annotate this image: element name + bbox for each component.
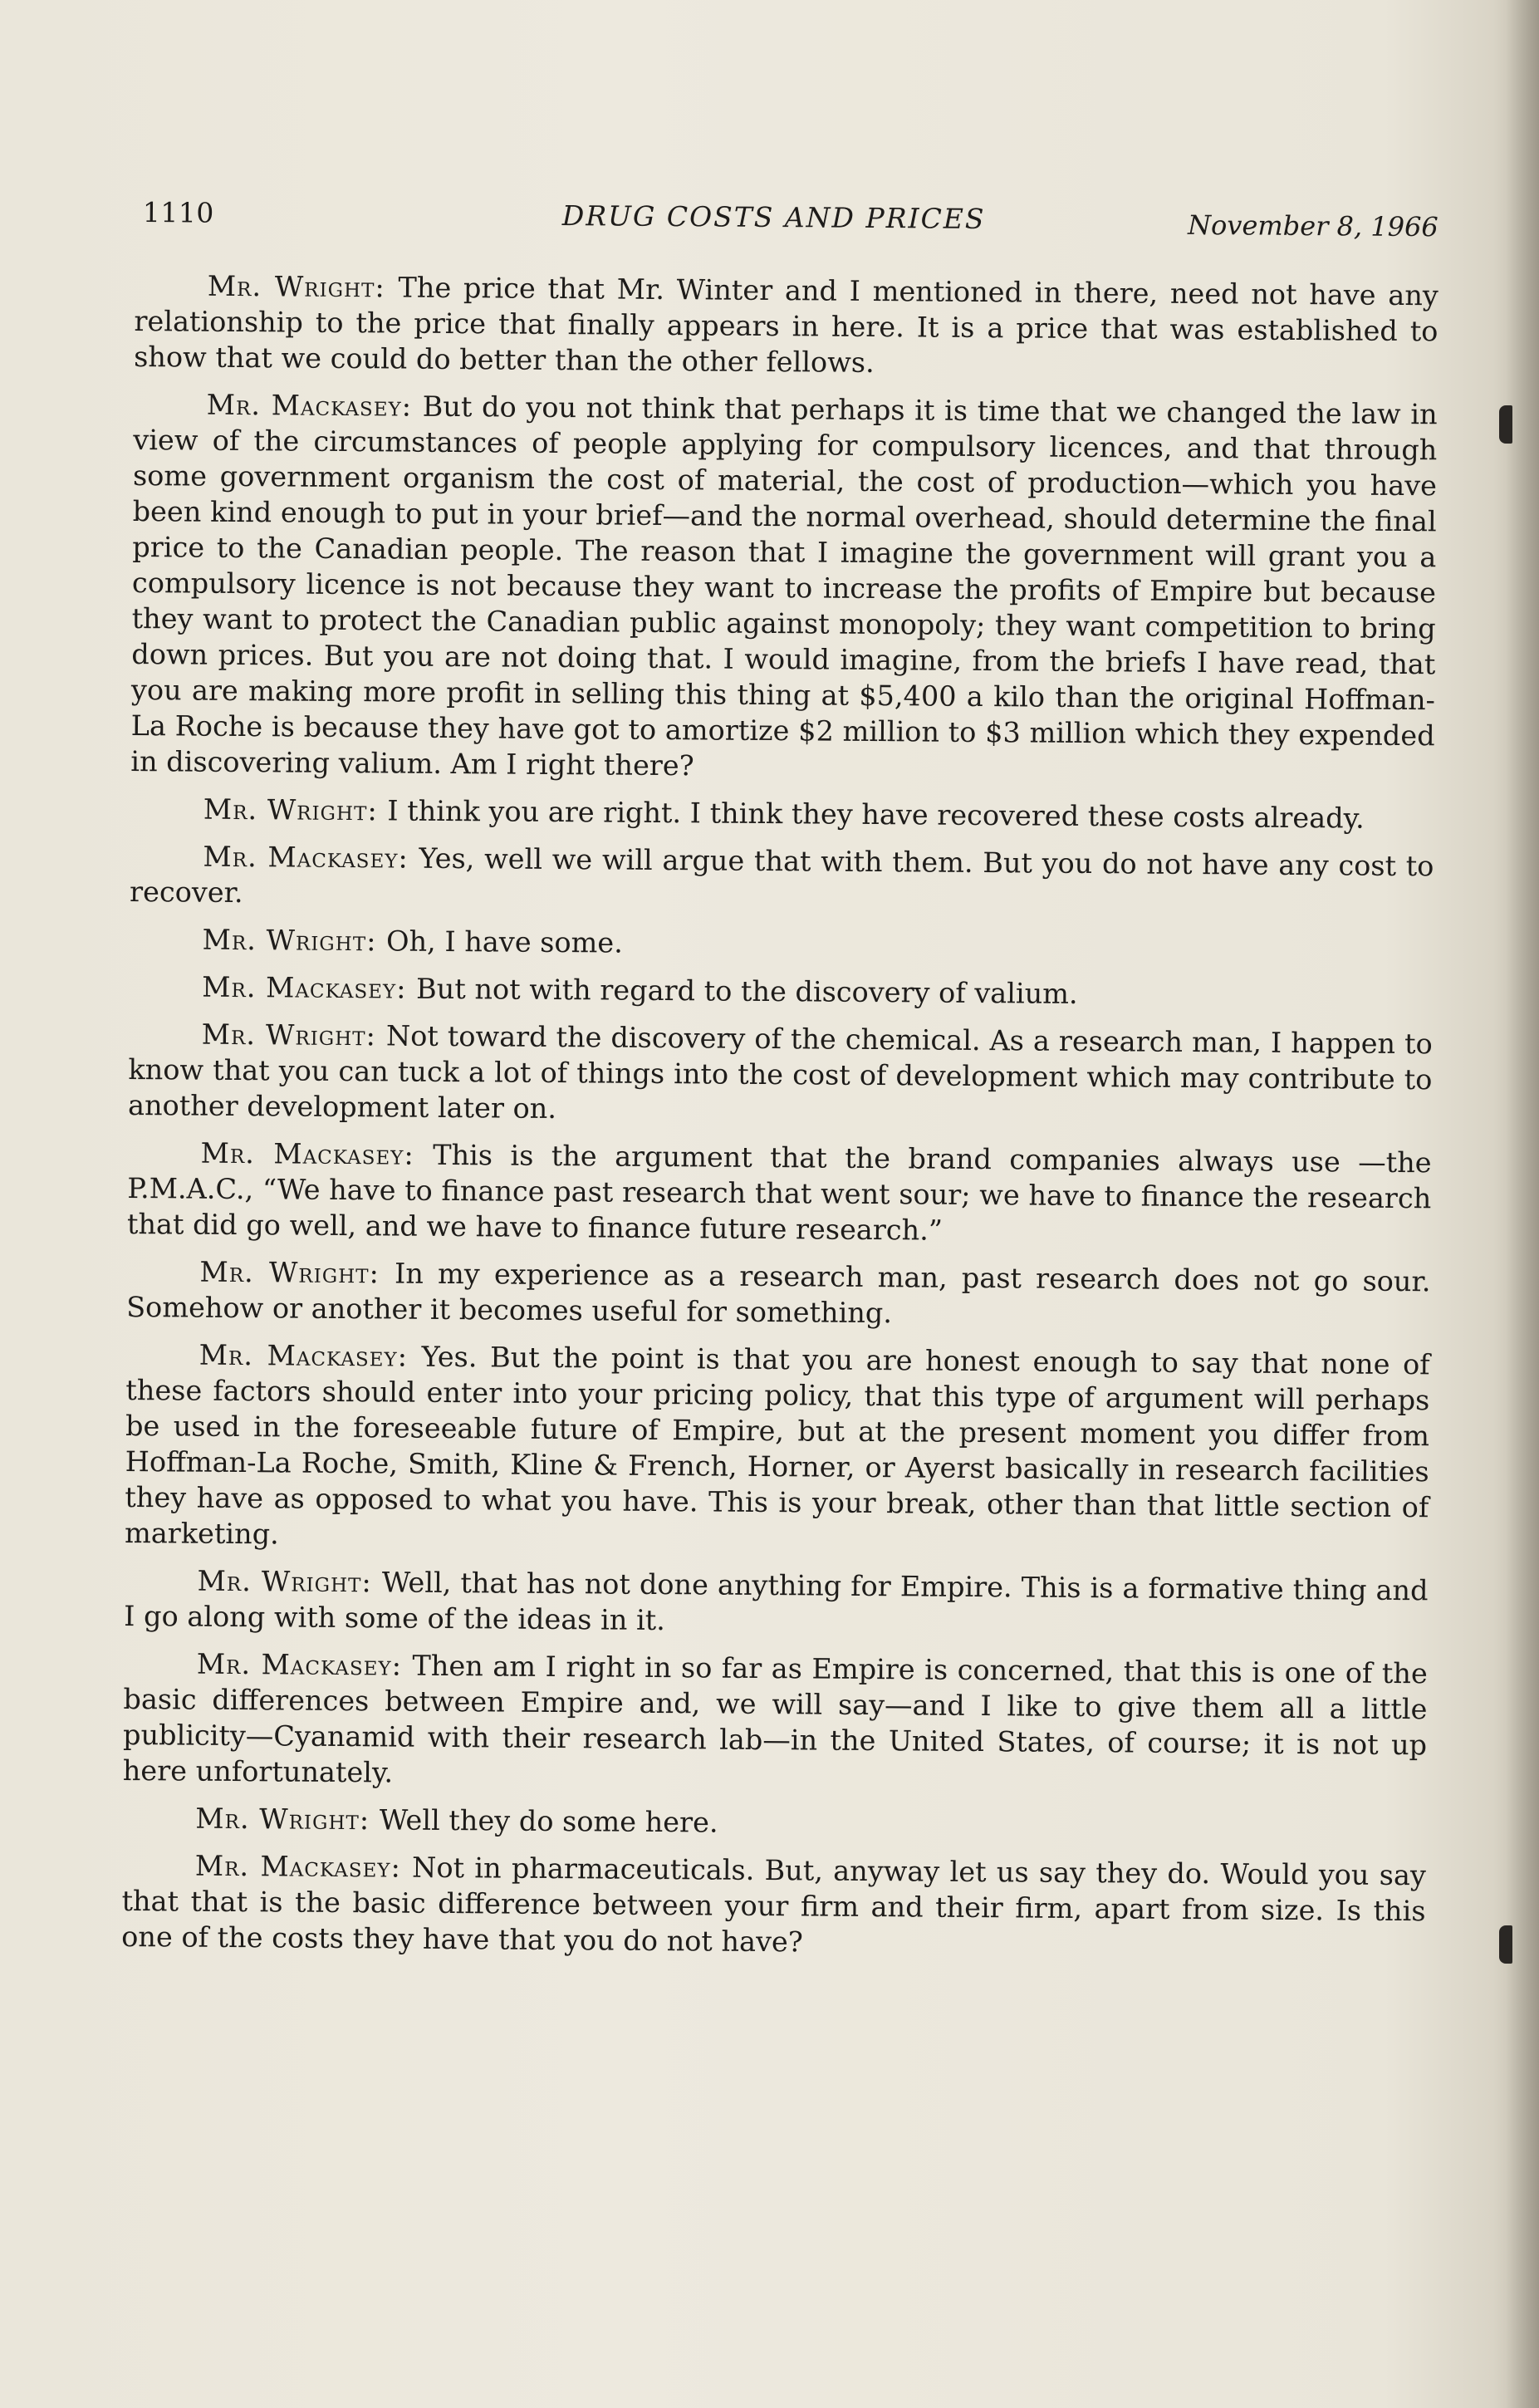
speech-text: In my experience as a research man, past research does not go sour. Somehow or another it becomes useful for something. — [126, 1257, 1431, 1330]
running-head — [143, 196, 1439, 248]
transcript-paragraph — [130, 386, 1438, 789]
transcript-body — [121, 267, 1439, 1976]
speaker-name: Mr. Wright : — [203, 793, 388, 827]
speech-text: But do you not think that perhaps it is time that we changed the law in view of the circumstances of people applying for compulsory licences, and that through some government organism the cost of material, the cost of production—which you have been kind enough to put in your brief—and the normal overhead, should determine the final price to the Canadian people. The reason that I imagine the government will grant you a compulsory licence is not because they want to increase the profits of Empire but because they want to protect the Canadian public against monopoly; they want competition to bring down prices. But you are not doing that. I would imagine, from the briefs I have read, that you are making more profit in selling this thing at $5,400 a kilo than the original Hoffman-La Roche is because they have got to amortize $2 million to $3 million which they expended in discovering valium. Am I right there? — [130, 390, 1438, 782]
speaker-name: Mr. Wright : — [197, 1565, 382, 1599]
transcript-paragraph — [130, 838, 1434, 920]
speech-text: Then am I right in so far as Empire is concerned, that this is one of the basic differences between Empire and, we will say—and I like to give them all a little publicity—Cyanamid with their research lab—in the United States, of course; it is not up here unfortunately. — [122, 1649, 1428, 1789]
speech-text: Yes, well we will argue that with them. But you do not have any cost to recover. — [129, 841, 1434, 910]
speaker-name: Mr. Wright : — [195, 1802, 380, 1837]
speaker-name: Mr. Wright : — [199, 1256, 395, 1290]
speech-text: I think you are right. I think they have recovered these costs already. — [387, 794, 1365, 835]
page-title: DRUG COSTS AND PRICES — [561, 199, 986, 235]
transcript-paragraph — [129, 921, 1433, 967]
speaker-name: Mr. Wright : — [202, 1018, 386, 1052]
speaker-name: Mr. Mackasey : — [203, 841, 419, 875]
transcript-paragraph — [129, 969, 1433, 1014]
speaker-name: Mr. Mackasey : — [202, 971, 416, 1005]
speaker-name: Mr. Mackasey : — [197, 1648, 413, 1682]
transcript-paragraph — [126, 1253, 1431, 1335]
speech-text: Not in pharmaceuticals. But, anyway let us say they do. Would you say that that is the basic difference between your firm and their firm, apart from size. Is this one of the costs they have that you do not have? — [121, 1851, 1426, 1959]
transcript-paragraph — [130, 791, 1434, 836]
speaker-name: Mr. Mackasey : — [199, 1339, 422, 1373]
speech-text: But not with regard to the discovery of valium. — [415, 972, 1078, 1010]
binding-shadow — [1506, 0, 1539, 2408]
speech-text: Well, that has not done anything for Empire. This is a formative thing and I go along with some of the ideas in it. — [124, 1566, 1429, 1637]
transcript-paragraph — [127, 1135, 1432, 1252]
speech-text: This is the argument that the brand companies always use —the P.M.A.C., “We have to finance past research that went sour; we have to finance the research that did go well, and we have to finance future research.” — [126, 1138, 1432, 1247]
transcript-paragraph — [125, 1336, 1430, 1561]
transcript-paragraph — [128, 1016, 1433, 1133]
speech-text: Well they do some here. — [379, 1803, 718, 1839]
speech-text: Oh, I have some. — [385, 924, 624, 959]
speech-text: Not toward the discovery of the chemical. As a research man, I happen to know that you can tuck a lot of things into the cost of development which may contribute to another development later on. — [127, 1019, 1433, 1126]
speaker-name: Mr. Mackasey : — [200, 1137, 433, 1171]
margin-tab-mark — [1499, 1925, 1512, 1964]
page-date: November 8, 1966 — [1187, 208, 1439, 243]
transcript-paragraph — [134, 267, 1439, 385]
speaker-name: Mr. Wright : — [208, 270, 399, 304]
speaker-name: Mr. Mackasey : — [195, 1850, 413, 1884]
transcript-paragraph — [123, 1645, 1428, 1798]
speaker-name: Mr. Mackasey : — [207, 389, 423, 423]
margin-tab-mark — [1499, 405, 1512, 444]
page-number: 1110 — [142, 196, 214, 229]
transcript-paragraph — [124, 1562, 1429, 1644]
speaker-name: Mr. Wright : — [202, 924, 386, 958]
speech-text: Yes. But the point is that you are honest enough to say that none of these factors should enter into your pricing policy, that this type of argument will perhaps be used in the foreseeable future of Empire, but at the present moment you differ from Hoffman-La Roche, Smith, Kline & French, Horner, or Ayerst basically in research facilities they have as opposed to what you have. This is your break, other than that little section of marketing. — [124, 1340, 1430, 1551]
speech-text: The price that Mr. Winter and I mentioned in there, need not have any relationship to the price that finally appears in here. It is a price that was established to show that we could do better than the other fellows. — [134, 271, 1439, 379]
transcript-paragraph — [121, 1847, 1426, 1964]
transcript-paragraph — [122, 1800, 1426, 1846]
